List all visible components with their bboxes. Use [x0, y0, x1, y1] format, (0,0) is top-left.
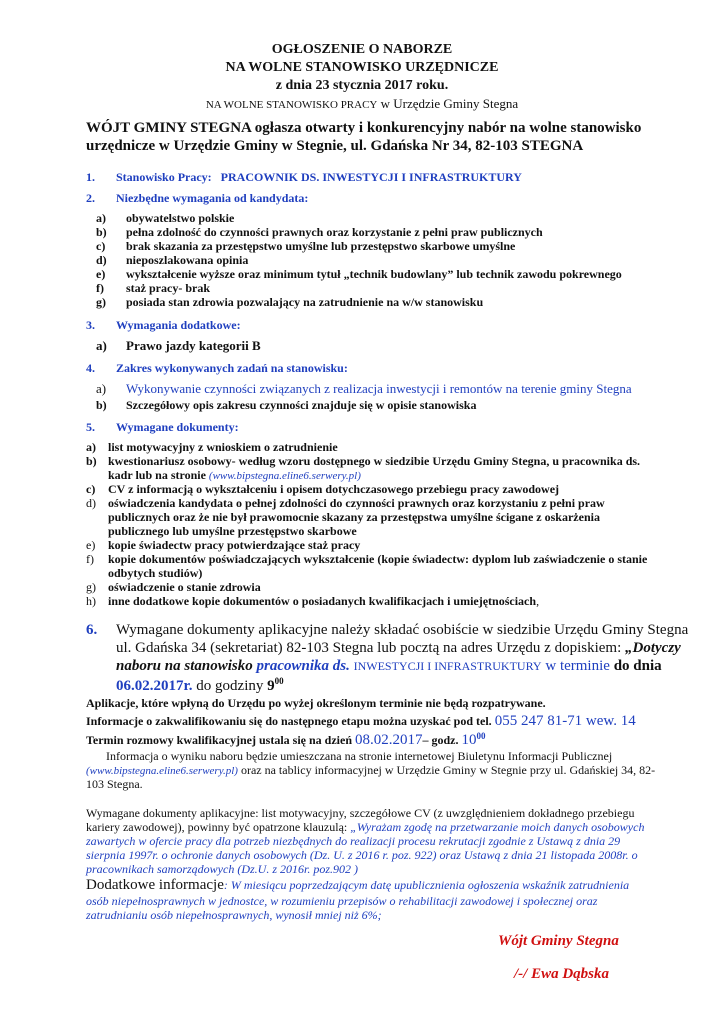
intro-line-1: WÓJT GMINY STEGNA ogłasza otwarty i konkurencyjny nabór na wolne stanowisko: [86, 120, 642, 136]
bip-link[interactable]: (www.bipstegna.eline6.serwery.pl): [86, 765, 238, 777]
header-title: OGŁOSZENIE O NABORZE: [271, 42, 453, 57]
list-item-continuation: odbytych studiów): [108, 566, 203, 580]
list-item: b) Szczegółowy opis zakresu czynności znajduje się w opisie stanowiska: [96, 398, 477, 412]
list-item: g) posiada stan zdrowia pozwalający na zatrudnienie na w/w stanowisku: [96, 295, 484, 309]
list-item: e) kopie świadectw pracy potwierdzające staż pracy: [86, 538, 361, 552]
list-item: d) oświadczenia kandydata o pełnej zdolności do czynności prawnych oraz korzystaniu z pełni praw: [86, 496, 605, 510]
clause-line-4: sierpnia 1997r. o ochronie danych osobowych (Dz. U. z 2016 r. poz. 922) oraz Ustawą z dnia 21 listopada 2008r. o: [86, 848, 638, 862]
signature-title: Wójt Gminy Stegna: [498, 933, 619, 949]
section-4-title: 4. Zakres wykonywanych zadań na stanowisku:: [86, 361, 348, 375]
section-2-title: 2. Niezbędne wymagania od kandydata:: [86, 191, 309, 205]
clause-line-5: pracownikach samorządowych (Dz.U. z 2016r. poz.902 ): [86, 862, 358, 876]
list-item: b) kwestionariusz osobowy- według wzoru dostępnego w siedzibie Urzędu Gminy Stegna, u pracownika ds.: [86, 454, 641, 468]
extra-info-line-3: zatrudnianiu osób niepełnosprawnych, wynosił mniej niż 6%;: [86, 908, 382, 922]
list-item: a) list motywacyjny z wnioskiem o zatrudnienie: [86, 440, 338, 454]
section-6-line-3: naboru na stanowisko pracownika ds. INWESTYCJI I INFRASTRUKTURY w terminie do dnia: [116, 658, 662, 674]
results-note-line-2: (www.bipstegna.eline6.serwery.pl) oraz na tablicy informacyjnej w Urzędzie Gminy w Stegnie przy ul. Gdańskiej 34, 82-: [86, 763, 656, 777]
intro-line-2: urzędnicze w Urzędzie Gminy w Stegnie, ul. Gdańska Nr 34, 82-103 STEGNA: [86, 138, 584, 154]
extra-info-line-2: osób niepełnosprawnych w jednostce, w rozumieniu przepisów o rehabilitacji zawodowej i społecznej oraz: [86, 894, 598, 908]
header-subtitle: NA WOLNE STANOWISKO URZĘDNICZE: [225, 60, 499, 75]
list-item: f) staż pracy- brak: [96, 281, 210, 295]
list-item: a) Prawo jazdy kategorii B: [96, 338, 261, 353]
section-5-title: 5. Wymagane dokumenty:: [86, 420, 239, 434]
list-item: c) CV z informacją o wykształceniu i opisem dotychczasowego przebiegu pracy zawodowej: [86, 482, 560, 496]
section-6-line-1: 6. Wymagane dokumenty aplikacyjne należy składać osobiście w siedzibie Urzędu Gminy Stegna: [86, 622, 689, 638]
extra-info-line-1: Dodatkowe informacje: W miesiącu poprzedzającym datę upublicznienia ogłoszenia wskaźnik zatrudnienia: [86, 877, 630, 893]
phone-number[interactable]: 055 247 81-71 wew. 14: [494, 713, 636, 729]
clause-line-1: Wymagane dokumenty aplikacyjne: list motywacyjny, szczegółowe CV (z uwzględnieniem dokładnego przebiegu: [86, 806, 635, 820]
list-item-continuation: publicznych oraz że nie był prawomocnie skazany za przestępstwa umyślne ścigane z oskarżenia: [108, 510, 600, 524]
results-note-line-3: 103 Stegna.: [86, 777, 143, 791]
results-note-line-1: Informacja o wyniku naboru będzie umieszczana na stronie internetowej Biuletynu Informacji Publicznej: [106, 749, 613, 763]
list-item: e) wykształcenie wyższe oraz minimum tytuł „technik budowlany” lub technik zawodu pokrewnego: [96, 267, 622, 281]
list-item: h) inne dodatkowe kopie dokumentów o posiadanych kwalifikacjach i umiejętnościach,: [86, 594, 540, 608]
signature-name: /-/ Ewa Dąbska: [514, 966, 610, 982]
section-1: 1. Stanowisko Pracy: PRACOWNIK DS. INWESTYCJI I INFRASTRUKTURY: [86, 170, 522, 184]
late-applications-note: Aplikacje, które wpłyną do Urzędu po wyżej określonym terminie nie będą rozpatrywane.: [86, 696, 546, 710]
list-item: f) kopie dokumentów poświadczających wykształcenie (kopie świadectw: dyplom lub zaświadczenie o stanie: [86, 552, 648, 566]
interview-note: Termin rozmowy kwalifikacyjnej ustala się na dzień 08.02.2017– godz. $10^{00}$: [86, 731, 486, 748]
list-item: a) obywatelstwo polskie: [96, 211, 235, 225]
section-3-title: 3. Wymagania dodatkowe:: [86, 318, 241, 332]
list-item: g) oświadczenie o stanie zdrowia: [86, 580, 261, 594]
header-date: z dnia 23 stycznia 2017 roku.: [275, 78, 449, 93]
section-6-line-4: 06.02.2017r. do godziny $9^{00}$: [116, 676, 284, 694]
list-item-continuation: publicznego lub umyślne przestępstwo skarbowe: [108, 524, 357, 538]
list-item: a) Wykonywanie czynności związanych z realizacja inwestycji i remontów na terenie gminy Stegna: [96, 381, 632, 396]
list-item: b) pełna zdolność do czynności prawnych oraz korzystanie z pełni praw publicznych: [96, 225, 543, 239]
clause-line-2: kariery zawodowej), powinny być opatrzone klauzulą: „Wyrażam zgodę na przetwarzanie moich danych osobowych: [86, 820, 645, 834]
list-item: c) brak skazania za przestępstwo umyślne lub przestępstwo skarbowe umyślne: [96, 239, 516, 253]
section-6-line-2: ul. Gdańska 34 (sekretariat) 82-103 Stegna lub pocztą na adres Urzędu z dopiskiem: „Dotyczy: [116, 640, 681, 656]
list-item-continuation: kadr lub na stronie (www.bipstegna.eline6.serwery.pl): [108, 468, 361, 482]
header-line4: NA WOLNE STANOWISKO PRACY w Urzędzie Gminy Stegna: [205, 96, 519, 111]
bip-link[interactable]: (www.bipstegna.eline6.serwery.pl): [208, 470, 361, 482]
list-item: d) nieposzlakowana opinia: [96, 253, 249, 267]
clause-line-3: zawartych w ofercie pracy dla potrzeb niezbędnych do realizacji procesu rekrutacji zgodnie z Ustawą z dnia 29: [86, 834, 621, 848]
contact-note: Informacje o zakwalifikowaniu się do następnego etapu można uzyskać pod tel. 055 247 81-71 wew. 14: [86, 713, 636, 729]
